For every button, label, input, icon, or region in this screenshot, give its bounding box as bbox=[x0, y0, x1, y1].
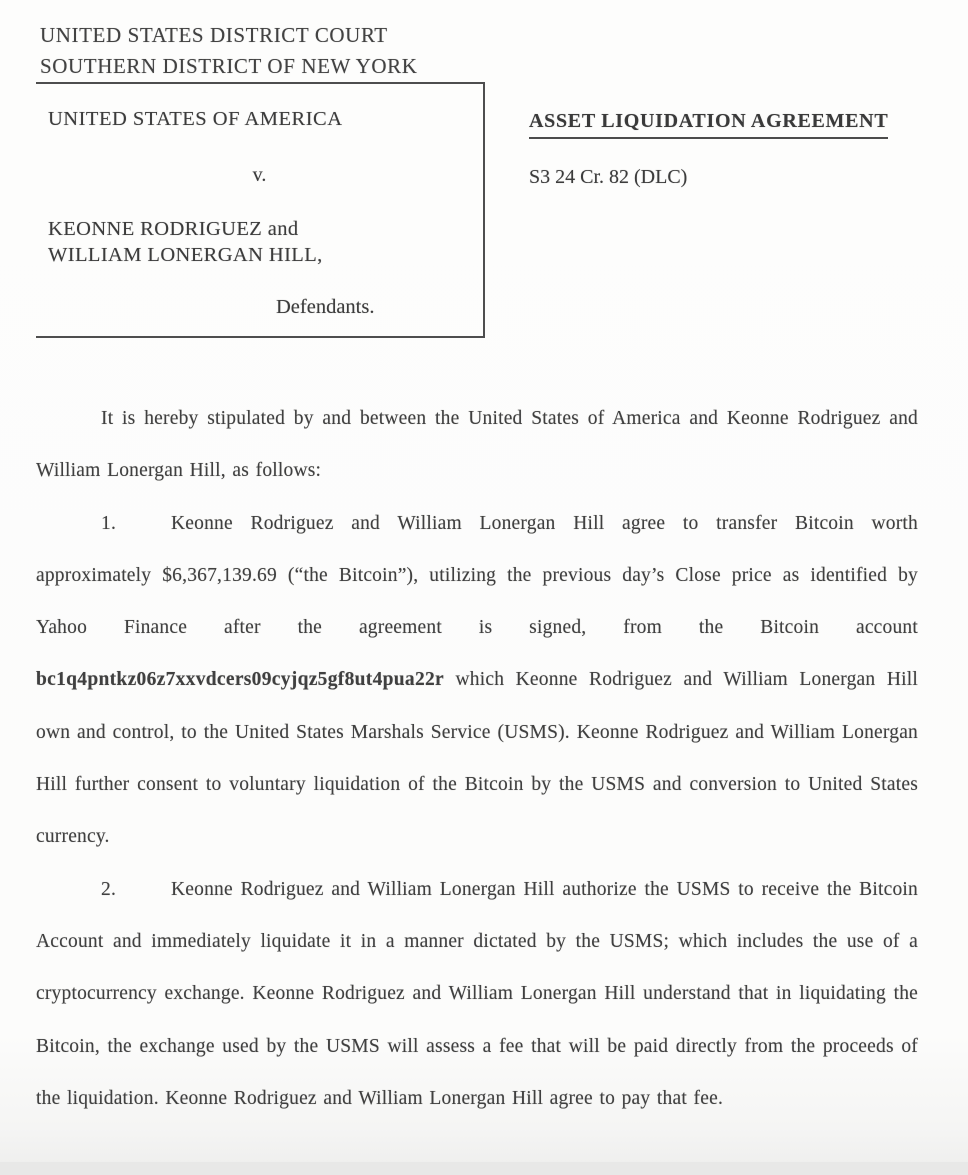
intro-paragraph: It is hereby stipulated by and between the United States of America and Keonne Rodriguez and William Lonergan Hill, as follows: bbox=[36, 408, 918, 482]
title-block bbox=[529, 110, 929, 189]
court-name-line1: UNITED STATES DISTRICT COURT bbox=[40, 23, 388, 47]
document-title: ASSET LIQUIDATION AGREEMENT bbox=[529, 110, 888, 139]
case-number: S3 24 Cr. 82 (DLC) bbox=[529, 166, 688, 188]
paragraph-1-number: 1. bbox=[101, 512, 117, 534]
case-caption-box bbox=[36, 82, 485, 338]
paragraph-1 bbox=[36, 498, 918, 864]
versus-label: v. bbox=[252, 164, 267, 186]
paragraph-2-text: Keonne Rodriguez and William Lonergan Hill authorize the USMS to receive the Bitcoin Account and immediately liquidate it in a manner dictated by the USMS; which includes the use of a cryptocurrency exchange. Keonne Rodriguez and William Lonergan Hill understand that in liquidating the Bitcoin, the exchange used by the USMS will assess a fee that will be paid directly from the proceeds of the liquidation. Keonne Rodriguez and William Lonergan Hill agree to pay that fee. bbox=[36, 878, 918, 1109]
paragraph-1-text-after: which Keonne Rodriguez and William Lonergan Hill own and control, to the United States Marshals Service (USMS). Keonne Rodriguez and William Lonergan Hill further consent to voluntary liquidation of the Bitcoin by the USMS and conversion to United States currency. bbox=[36, 669, 918, 848]
agreement-body bbox=[36, 393, 918, 1125]
court-name-line2: SOUTHERN DISTRICT OF NEW YORK bbox=[40, 54, 418, 78]
defendant-names bbox=[48, 216, 323, 268]
defendant-name-line1: KEONNE RODRIGUEZ and bbox=[48, 218, 299, 240]
paragraph-2-number: 2. bbox=[101, 878, 117, 900]
plaintiff-name: UNITED STATES OF AMERICA bbox=[48, 108, 343, 130]
paragraph-1-text-before: Keonne Rodriguez and William Lonergan Hill agree to transfer Bitcoin worth approximately $6,367,139.69 (“the Bitcoin”), utilizing the previous day’s Close price as identified by Yahoo Finance after the agreement is signed, from the Bitcoin account bbox=[36, 512, 918, 639]
scan-edge-artifact bbox=[0, 1162, 968, 1175]
court-header bbox=[40, 20, 418, 82]
paragraph-2 bbox=[36, 864, 918, 1125]
defendants-label: Defendants. bbox=[276, 296, 375, 318]
defendant-name-line2: WILLIAM LONERGAN HILL, bbox=[48, 244, 323, 266]
bitcoin-address: bc1q4pntkz06z7xxvdcers09cyjqz5gf8ut4pua22r bbox=[36, 669, 445, 691]
